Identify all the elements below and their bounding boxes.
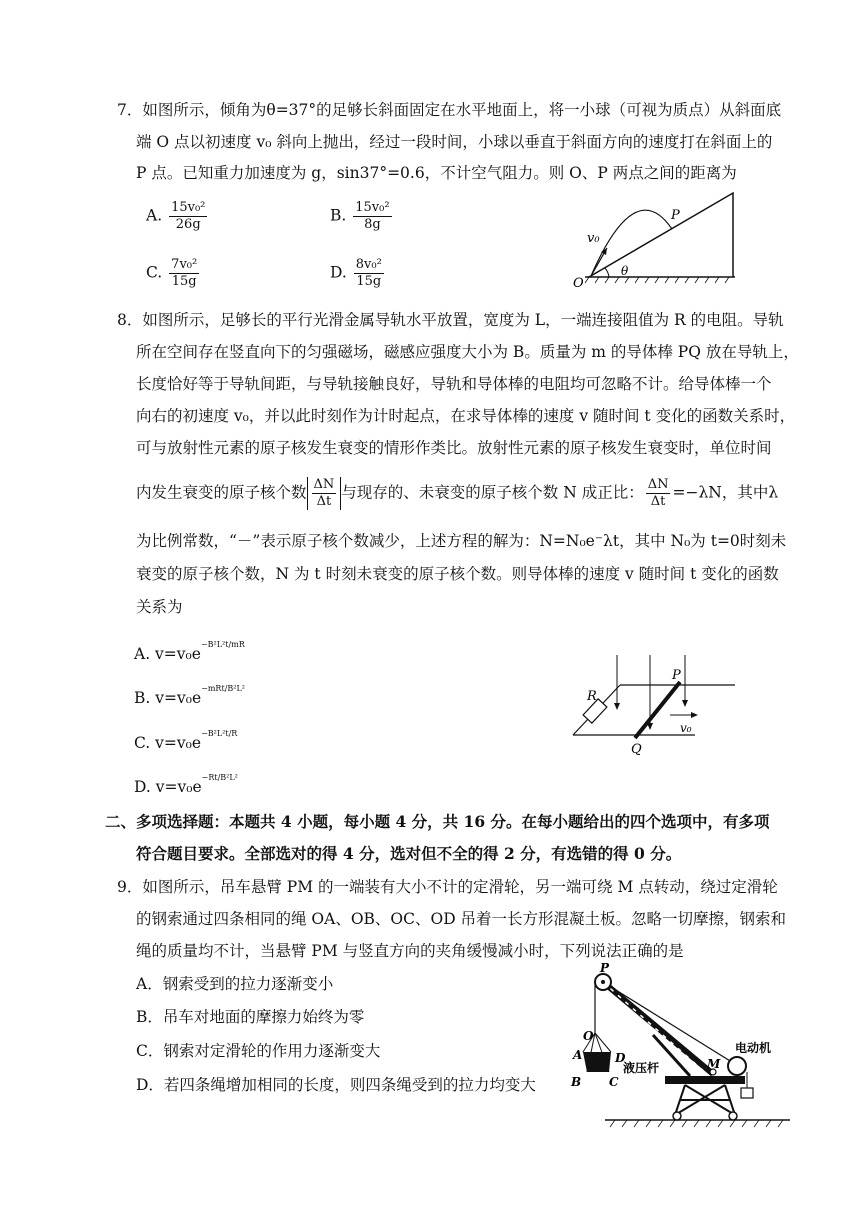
label-b: B: [571, 1075, 582, 1089]
q8-option-a: A. $v=v_0e^{-B^2L^2t/mR}$: [134, 640, 245, 663]
q8-option-c: C. $v=v_0e^{-B^2L^2t/R}$: [134, 729, 238, 752]
q8-line-9: 关系为: [136, 598, 183, 616]
q7-option-a-fraction: $\frac{\text{15v₀²}}{26g}$: [171, 200, 206, 232]
label-q: Q: [631, 742, 642, 757]
label-p: P: [600, 961, 610, 975]
q8-line-3: 长度恰好等于导轨间距，与导轨接触良好，导轨和导体棒的电阻均可忽略不计。给导体棒一个: [136, 375, 772, 393]
q9-option-b: B．吊车对地面的摩擦力始终为零: [136, 1008, 365, 1026]
wheel-right: [729, 1112, 737, 1120]
q8-option-d: D. $v=v_0e^{-Rt/B^2L^2}$: [134, 773, 238, 796]
q8-line-7: 为比例常数，“－”表示原子核个数减少，上述方程的解为：N=N₀e⁻λt，其中 N₀为 t=0时刻未: [136, 532, 787, 550]
label-m: M: [707, 1057, 721, 1071]
q7-option-c-fraction: $\frac{\text{7v₀²}}{15g}$: [171, 257, 198, 289]
crane-base-truss: [675, 1085, 735, 1115]
label-o: O: [573, 276, 584, 291]
q7-option-c: C. $\frac{\text{7v₀²}}{15g}$: [146, 257, 198, 289]
q8-option-b: B. $v=v_0e^{-mRt/B^2L^2}$: [134, 684, 245, 707]
counterweight: [741, 1088, 753, 1098]
label-p: P: [671, 208, 680, 223]
q8-line-4: 向右的初速度 v₀，并以此时刻作为计时起点，在求导体棒的速度 v 随时间 t 变化的函数关系时，: [136, 407, 796, 425]
conductor-rod: [635, 682, 680, 738]
section-two-line-2: 符合题目要求。全部选对的得 4 分，选对但不全的得 2 分，有选错的得 0 分。: [136, 844, 682, 863]
label-v0: v₀: [680, 721, 692, 735]
angle-arc: [605, 268, 609, 277]
q8-line-1: 8．如图所示，足够长的平行光滑金属导轨水平放置，宽度为 L，一端连接阻值为 R 的电阻。导轨: [117, 311, 784, 329]
label-v0: v₀: [587, 231, 600, 246]
trajectory-curve: [591, 210, 672, 276]
q7-line-2: 端 O 点以初速度 v₀ 斜向上抛出，经过一段时间，小球以垂直于斜面方向的速度打在斜面上的: [136, 133, 773, 151]
q9-line-1: 9．如图所示，吊车悬臂 PM 的一端装有大小不计的定滑轮，另一端可绕 M 点转动，绕过定滑轮: [117, 878, 778, 896]
q8-rails-figure: [565, 650, 740, 760]
concrete-slab: [583, 1052, 611, 1072]
q7-option-d-fraction: $\frac{\text{8v₀²}}{15g}$: [355, 257, 382, 289]
q7-option-b-fraction: $\frac{\text{15v₀²}}{8g}$: [355, 200, 390, 232]
q9-option-c: C．钢索对定滑轮的作用力逐渐变大: [136, 1042, 381, 1060]
label-theta: θ: [621, 264, 629, 278]
q8-line-6: 内发生衰变的原子核个数 $\frac{\Delta N}{\Delta t}$ 与现存的、未衰变的原子核个数 N 成正比： $\frac{\Delta N}{\Delta t}$ =−λN，其中λ: [136, 477, 779, 509]
ground-hatching: [585, 277, 729, 283]
q8-line-5: 可与放射性元素的原子核发生衰变的情形作类比。放射性元素的原子核发生衰变时，单位时间: [136, 439, 772, 457]
q7-line-3: P 点。已知重力加速度为 g，sin37°=0.6，不计空气阻力。则 O、P 两点之间的距离为: [136, 164, 737, 182]
q7-option-a: A. $\frac{\text{15v₀²}}{26g}$: [146, 200, 206, 232]
q8-line-2: 所在空间存在竖直向下的匀强磁场，磁感应强度大小为 B。质量为 m 的导体棒 PQ 放在导轨上，: [136, 343, 799, 361]
q9-option-d: D．若四条绳增加相同的长度，则四条绳受到的拉力均变大: [136, 1076, 536, 1094]
label-r: R: [587, 689, 597, 704]
q9-line-3: 绳的质量均不计，当悬臂 PM 与竖直方向的夹角缓慢减小时，下列说法正确的是: [136, 942, 684, 960]
motor: [728, 1057, 746, 1075]
q8-line-8: 衰变的原子核个数，N 为 t 时刻未衰变的原子核个数。则导体棒的速度 v 随时间 t 变化的函数: [136, 565, 779, 583]
q7-option-b: B. $\frac{\text{15v₀²}}{8g}$: [330, 200, 390, 232]
label-c: C: [609, 1075, 619, 1089]
label-hydraulic-rod: 液压杆: [623, 1061, 660, 1075]
label-o: O: [583, 1029, 594, 1043]
rate-fraction: $\frac{\Delta N}{\Delta t}$: [647, 477, 669, 509]
label-p: P: [672, 668, 681, 683]
label-motor: 电动机: [735, 1041, 772, 1055]
q9-option-a: A．钢索受到的拉力逐渐变小: [136, 975, 334, 993]
abs-delta-n: $\frac{\Delta N}{\Delta t}$: [307, 477, 342, 510]
wheel-left: [673, 1112, 681, 1120]
label-a: A: [573, 1048, 583, 1062]
q9-line-2: 的钢索通过四条相同的绳 OA、OB、OC、OD 吊着一长方形混凝土板。忽略一切摩擦，钢索和: [136, 910, 787, 928]
incline-triangle: [589, 193, 733, 277]
q7-option-d: D. $\frac{\text{8v₀²}}{15g}$: [330, 257, 382, 289]
label-d: D: [615, 1051, 626, 1065]
q9-crane-figure: [565, 960, 795, 1130]
section-two-line-1: 二、多项选择题：本题共 4 小题，每小题 4 分，共 16 分。在每小题给出的四个选项中，有多项: [105, 812, 770, 831]
crane-platform: [665, 1076, 745, 1084]
q7-incline-figure: [565, 185, 745, 295]
q7-line-1: 7．如图所示，倾角为θ=37°的足够长斜面固定在水平地面上，将一小球（可视为质点）从斜面底: [117, 101, 782, 119]
